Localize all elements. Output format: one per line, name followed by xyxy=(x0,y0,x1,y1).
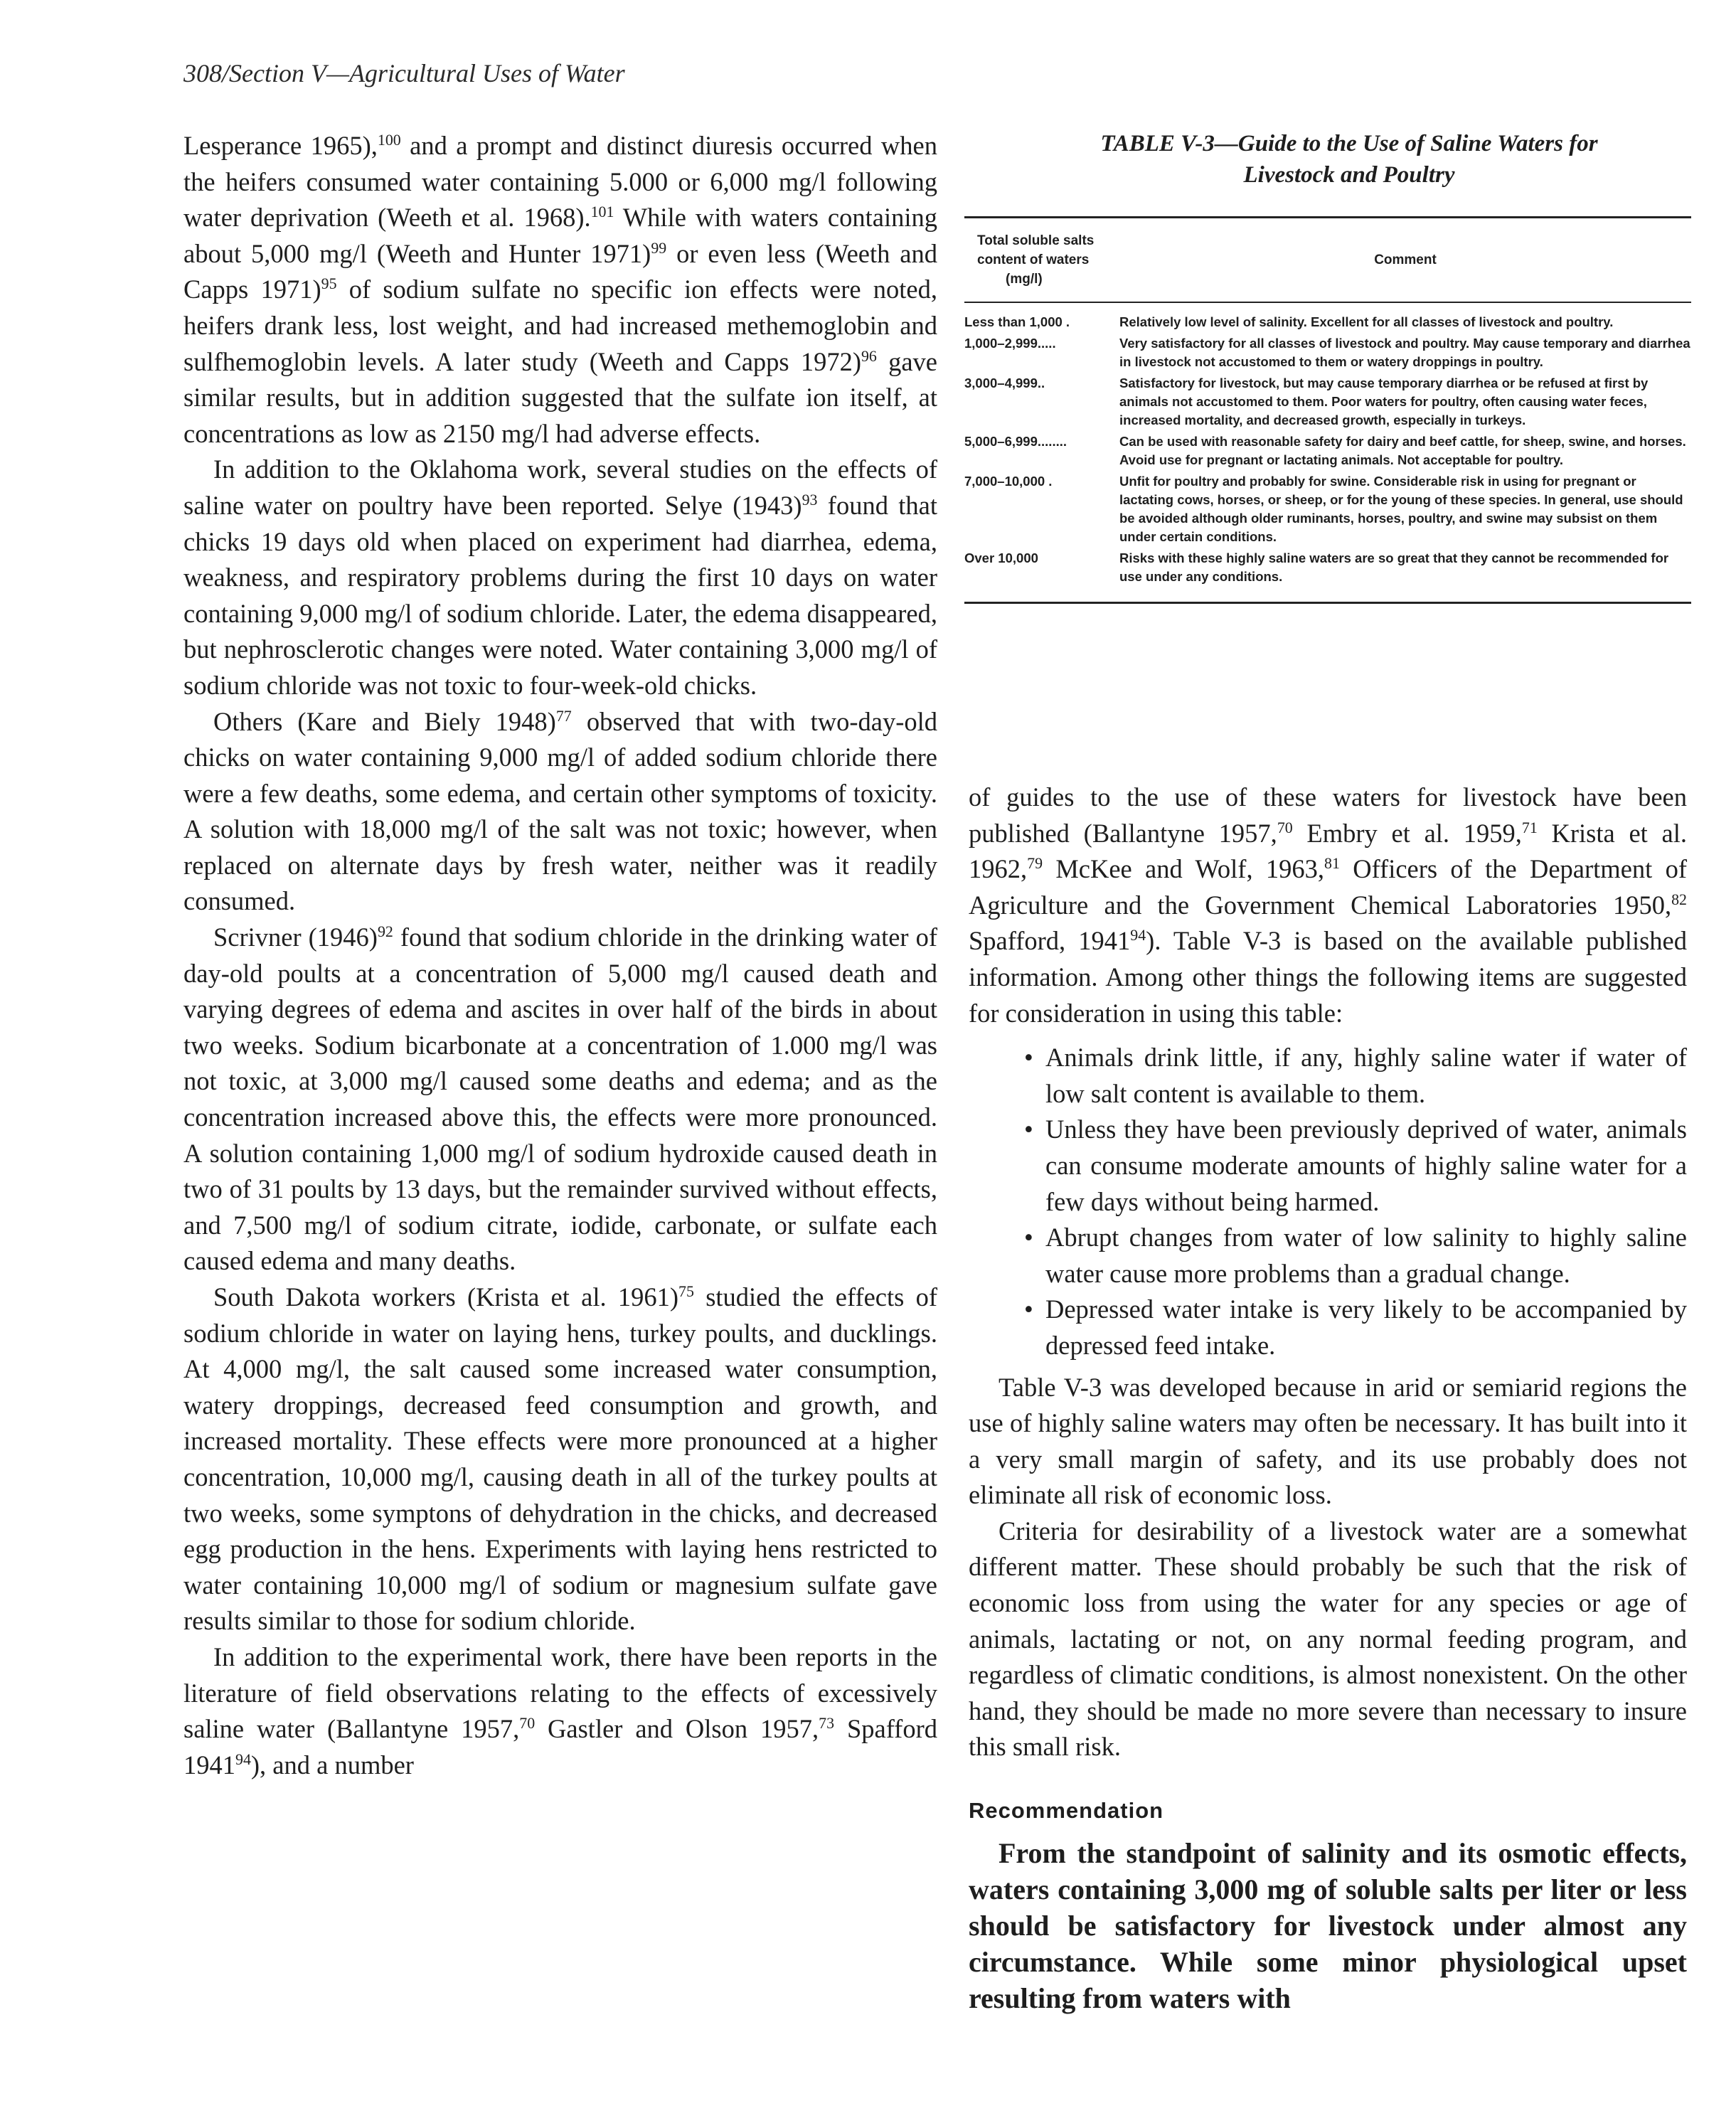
header-comment: Comment xyxy=(1374,252,1437,267)
table-row xyxy=(964,374,1691,432)
salt-comment: Risks with these highly saline waters are so great that they cannot be recommended for use under any conditions. xyxy=(1119,550,1669,584)
table-title xyxy=(1007,128,1691,191)
paragraph: Lesperance 1965),$^{100}$ and a prompt and distinct diuresis occurred when the heifers consumed water containing 5.000 or 6,000 mg/l following water deprivation (Weeth et al. 1968).$^{101}$ While with waters containing about 5,000 mg/l (Weeth and Hunter 1971)$^{99}$ or even less (Weeth and Capps 1971)$^{95}$ of sodium sulfate no specific ion effects were noted, heifers drank less, lost weight, and had increased methemoglobin and sulfhemoglobin levels. A later study (Weeth and Capps 1972)$^{96}$ gave similar results, but in addition suggested that the sulfate ion itself, at concentrations as low as 2150 mg/l had adverse effects. xyxy=(183,130,938,448)
header-salt-content: Total soluble salts content of waters (mg/l) xyxy=(977,233,1095,287)
paragraph: Others (Kare and Biely 1948)$^{77}$ observed that with two-day-old chicks on water containing 9,000 mg/l of added sodium chloride there were a few deaths, some edema, and certain other symptoms of toxicity. A solution with 18,000 mg/l of the salt was not toxic; however, when replaced on alternate days by fresh water, neither was it readily consumed. xyxy=(183,706,937,916)
salt-range: Over 10,000 xyxy=(964,550,1038,565)
salt-range: 3,000–4,999.. xyxy=(964,376,1045,390)
table-row xyxy=(964,303,1691,334)
list-item: • Unless they have been previously deprived of water, animals can consume moderate amounts of highly saline water for a few days without being harmed. xyxy=(1024,1112,1687,1220)
guide-table xyxy=(964,218,1691,602)
paragraph: Scrivner $(1946)^{92}$ found that sodium chloride in the drinking water of day-old poults at a concentration of 5,000 mg/l caused death and varying degrees of edema and ascites in over half of the birds in about two weeks. Sodium bicarbonate at a concentration of 1.000 mg/l was not toxic, at 3,000 mg/l caused some deaths and edema; and as the concentration increased above this, the effects were more pronounced. A solution containing 1,000 mg/l of sodium hydroxide caused death in two of 31 poults by 13 days, but the remainder survived without effects, and 7,500 mg/l of sodium citrate, iodide, carbonate, or sulfate each caused edema and many deaths. xyxy=(183,922,937,1276)
salt-range: 7,000–10,000 . xyxy=(964,474,1053,489)
bullet-icon: • xyxy=(1024,1294,1033,1324)
salt-range: Less than 1,000 . xyxy=(964,314,1070,329)
section-heading: Recommendation xyxy=(969,1798,1164,1824)
paragraph: Table V-3 was developed because in arid or semiarid regions the use of highly saline waters may often be necessary. It has built into it a very small margin of safety, and its use probably does not eliminate all risk of economic loss. xyxy=(969,1372,1687,1510)
salt-comment: Satisfactory for livestock, but may cause temporary diarrhea or be refused at first by animals not accustomed to them. Poor waters for poultry, often causing water feces, increased mortality, and decreased growth, especially in turkeys. xyxy=(1119,376,1649,427)
table-row xyxy=(964,432,1691,472)
paragraph: Criteria for desirability of a livestock water are a somewhat different matter. These should probably be such that the risk of economic loss from using the water for any species or age of animals, lactating or not, on any normal feeding program, and regardless of climatic conditions, is almost nonexistent. On the other hand, they should be made no more severe than necessary to insure this small risk. xyxy=(969,1516,1687,1762)
table-row xyxy=(964,549,1691,602)
bullet-icon: • xyxy=(1024,1043,1033,1073)
salt-comment: Relatively low level of salinity. Excellent for all classes of livestock and poultry. xyxy=(1119,314,1614,329)
table-row xyxy=(964,334,1691,374)
table-title-line: TABLE V-3—Guide to the Use of Saline Waters for xyxy=(1100,131,1598,156)
salt-comment: Unfit for poultry and probably for swine. Considerable risk in using for pregnant or lactating cows, horses, or sheep, or for the young of these species. In general, use should be avoided although older ruminants, horses, poultry, and swine may subsist on them under certain conditions. xyxy=(1119,474,1683,544)
running-head: 308/Section V—Agricultural Uses of Water xyxy=(183,59,625,87)
bullet-icon: • xyxy=(1024,1223,1033,1252)
considerations-list xyxy=(969,1040,1687,1363)
paragraph: In addition to the Oklahoma work, several studies on the effects of saline water on poultry have been reported. Selye $(1943)^{93}$ found that chicks 19 days old when placed on experiment had diarrhea, edema, weakness, and respiratory problems during the first 10 days on water containing 9,000 mg/l of sodium chloride. Later, the edema disappeared, but nephrosclerotic changes were noted. Water containing 3,000 mg/l of sodium chloride was not toxic to four-week-old chicks. xyxy=(183,454,938,700)
salt-range: 1,000–2,999..... xyxy=(964,336,1056,351)
table-bottom-rule xyxy=(964,602,1691,604)
paragraph: of guides to the use of these waters for livestock have been published (Ballantyne 1957,70 Embry et al. 1959,71 Krista et al. 1962,79 McKee and Wolf, 1963,81 Officers of the Department of Agriculture and the Government Chemical Laboratories 1950,82 Spafford, 1941$^{94}$). Table V-3 is based on the available published information. Among other things the following items are suggested for consideration in using this table: xyxy=(969,782,1687,1028)
recommendation-text: From the standpoint of salinity and its osmotic effects, waters containing 3,000 mg of soluble salts per liter or less should be satisfactory for livestock under almost any circumstance. While some minor physiological upset resulting from waters with xyxy=(969,1837,1687,2015)
bullet-icon: • xyxy=(1024,1114,1033,1144)
paragraph: South Dakota workers (Krista et al. 1961)$^{75}$ studied the effects of sodium chloride in water on laying hens, turkey poults, and ducklings. At 4,000 mg/l, the salt caused some increased water consumption, watery droppings, decreased feed consumption and growth, and increased mortality. These effects were more pronounced at a higher concentration, 10,000 mg/l, causing death in all of the turkey poults at two weeks, some symptons of dehydration in the chicks, and decreased egg production in the hens. Experiments with laying hens restricted to water containing 10,000 mg/l of sodium or magnesium sulfate gave results similar to those for sodium chloride. xyxy=(183,1282,938,1636)
salt-comment: Can be used with reasonable safety for dairy and beef cattle, for sheep, swine, and horses. Avoid use for pregnant or lactating animals. Not acceptable for poultry. xyxy=(1119,434,1686,467)
list-item: • Animals drink little, if any, highly saline water if water of low salt content is available to them. xyxy=(1024,1040,1687,1112)
salt-comment: Very satisfactory for all classes of livestock and poultry. May cause temporary and diarrhea in livestock not accustomed to them or watery droppings in poultry. xyxy=(1119,336,1690,369)
paragraph: In addition to the experimental work, there have been reports in the literature of field observations relating to the effects of excessively saline water (Ballantyne 1957,70 Gastler and Olson 1957,73 Spafford 1941$^{94}$), and a number xyxy=(183,1642,937,1779)
table-header-row xyxy=(964,218,1691,302)
list-item: • Depressed water intake is very likely to be accompanied by depressed feed intake. xyxy=(1024,1292,1687,1363)
saline-water-table xyxy=(964,128,1691,604)
right-column xyxy=(969,780,1687,2016)
left-column xyxy=(183,128,937,1783)
table-row xyxy=(964,472,1691,549)
table-title-line: Livestock and Poultry xyxy=(1243,162,1455,188)
salt-range: 5,000–6,999........ xyxy=(964,434,1067,449)
list-item: • Abrupt changes from water of low salinity to highly saline water cause more problems than a gradual change. xyxy=(1024,1220,1687,1292)
